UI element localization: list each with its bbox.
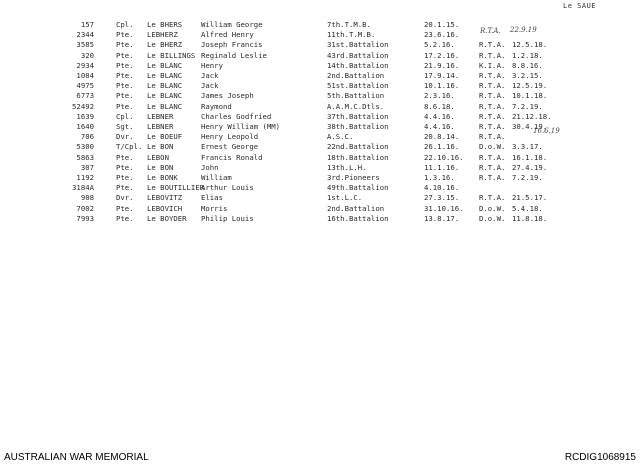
list-item [0,204,640,214]
list-item [0,142,640,152]
unit: 3rd.Pioneers [327,173,380,182]
surname: Le BON [147,162,174,172]
service-number: 2934 [76,60,94,70]
service-number: 7002 [76,203,94,213]
enlistment-date: 8.6.18. [424,101,455,111]
enlistment-date: 17.9.14. [424,71,460,80]
fate: R.T.A. [479,50,506,60]
rank: Dvr. [116,193,134,203]
rank: Pte. [116,183,134,193]
fate-date: 5.4.18. [512,203,543,213]
service-number: 52492 [72,101,94,111]
given-names: Raymond [201,101,232,111]
page-reference: Le SAUE [563,2,597,10]
rank: Cpl. [116,111,134,121]
unit: A.S.C. [327,132,354,142]
unit: 14th.Battalion [327,60,389,70]
rank: Pte. [116,173,134,182]
fate-date: 21.12.18. [512,111,552,121]
enlistment-date: 4.10.16. [424,183,460,193]
surname: LEBNER [147,122,174,131]
fate: R.T.A. [479,162,506,172]
fate-date: 7.2.19. [512,101,543,111]
surname: LEBOVITZ [147,193,183,203]
service-number: 3184A [72,183,94,193]
given-names: Morris [201,203,228,213]
unit: 31st.Battalion [327,40,389,50]
unit: 51st.Battalion [327,81,389,91]
list-item [0,122,640,132]
service-number: 1192 [76,173,94,182]
unit: 43rd.Battalion [327,50,389,60]
service-number: 4975 [76,81,94,91]
given-names: James Joseph [201,91,254,101]
enlistment-date: 5.2.16. [424,40,455,50]
rank: Pte. [116,213,134,223]
unit: 2nd.Battalion [327,203,385,213]
enlistment-date: 22.10.16. [424,152,464,162]
fate: R.T.A. [479,111,506,121]
rank: Sgt. [116,122,134,131]
given-names: Joseph Francis [201,40,263,50]
service-number: 5863 [76,152,94,162]
fate-date: 3.2.15. [512,71,543,80]
enlistment-date: 31.10.16. [424,203,464,213]
enlistment-date: 20.1.15. [424,20,460,29]
enlistment-date: 27.3.15. [424,193,460,203]
fate-date: 12.5.18. [512,40,548,50]
rank: Pte. [116,71,134,80]
surname: Le BLANC [147,60,183,70]
service-number: 706 [80,132,94,142]
given-names: Francis Ronald [201,152,263,162]
fate-date: 27.4.19. [512,162,548,172]
list-item [0,61,640,71]
surname: Le BHERZ [147,40,183,50]
list-item [0,71,640,81]
given-names: Elias [201,193,223,203]
surname: Le BONK [147,173,178,182]
surname: Le BILLINGS [147,50,196,60]
surname: LEBNER [147,111,174,121]
service-number: 157 [80,20,94,29]
enlistment-date: 1.3.16. [424,173,455,182]
given-names: Alfred Henry [201,30,254,40]
unit: 2nd.Battalion [327,71,385,80]
service-number: 5300 [76,142,94,152]
given-names: John [201,162,219,172]
service-number: 6773 [76,91,94,101]
given-names: Jack [201,81,219,91]
fate-date: 8.8.16. [512,60,543,70]
unit: 13th.L.H. [327,162,367,172]
fate-date: 10.1.18. [512,91,548,101]
fate-date: 21.5.17. [512,193,548,203]
fate-date: 30.4.19. [512,122,548,131]
enlistment-date: 2.3.16. [424,91,455,101]
fate-date: 7.2.19. [512,173,543,182]
list-item [0,81,640,91]
list-item [0,20,640,30]
service-number: 2344 [76,30,94,40]
unit: A.A.M.C.Dtls. [327,101,385,111]
enlistment-date: 11.1.16. [424,162,460,172]
rank: Pte. [116,91,134,101]
rank: Dvr. [116,132,134,142]
enlistment-date: 4.4.16. [424,122,455,131]
unit: 1st.L.C. [327,193,363,203]
unit: 38th.Battalion [327,122,389,131]
given-names: Henry [201,60,223,70]
rank: Pte. [116,60,134,70]
unit: 22nd.Battalion [327,142,389,152]
fate: R.T.A. [479,152,506,162]
fate-date: 11.8.18. [512,213,548,223]
rank: Pte. [116,40,134,50]
surname: Le BON [147,142,174,152]
fate: K.I.A. [479,60,506,70]
fate: R.T.A. [479,91,506,101]
fate: R.T.A. [479,101,506,111]
service-number: 1639 [76,111,94,121]
list-item [0,193,640,203]
list-item [0,173,640,183]
unit: 18th.Battalion [327,152,389,162]
surname: Le BOYDER [147,213,187,223]
surname: Le BLANC [147,101,183,111]
surname: Le BHERS [147,20,183,29]
enlistment-date: 26.1.16. [424,142,460,152]
enlistment-date: 23.6.16. [424,30,460,40]
given-names: Arthur Louis [201,183,254,193]
given-names: Ernest George [201,142,259,152]
surname: Le BLANC [147,81,183,91]
fate-date: 16.1.18. [512,152,548,162]
enlistment-date: 21.9.16. [424,60,460,70]
fate: R.T.A. [479,71,506,80]
enlistment-date: 4.4.16. [424,111,455,121]
fate: D.o.W. [479,142,506,152]
rank: Pte. [116,152,134,162]
given-names: Reginald Leslie [201,50,267,60]
unit: 37th.Battalion [327,111,389,121]
unit: 7th.T.M.B. [327,20,371,29]
rank: Pte. [116,203,134,213]
rank: Pte. [116,101,134,111]
service-number: 908 [80,193,94,203]
fate: R.T.A. [479,81,506,91]
list-item [0,183,640,193]
fate: R.T.A. [479,122,506,131]
fate-date: 1.2.18. [512,50,543,60]
rank: Pte. [116,50,134,60]
surname: LEBON [147,152,169,162]
service-number: 1084 [76,71,94,80]
surname: LEBOVICH [147,203,183,213]
fate: R.T.A. [479,173,506,182]
list-item [0,51,640,61]
service-number: 320 [80,50,94,60]
list-item [0,30,640,40]
fate: R.T.A. [479,132,506,142]
surname: LEBHERZ [147,30,178,40]
given-names: William [201,173,232,182]
fate: R.T.A. [479,193,506,203]
archive-name: AUSTRALIAN WAR MEMORIAL [4,452,149,463]
enlistment-date: 20.8.14. [424,132,460,142]
fate: D.o.W. [479,203,506,213]
surname: Le BOEUF [147,132,183,142]
fate: R.T.A. [479,40,506,50]
given-names: William George [201,20,263,29]
rank: Pte. [116,81,134,91]
document-id: RCDIG1068915 [564,452,636,463]
fate: D.o.W. [479,213,506,223]
enlistment-date: 13.8.17. [424,213,460,223]
fate-date: 3.3.17. [512,142,543,152]
enlistment-date: 17.2.16. [424,50,460,60]
fate-date: 12.5.19. [512,81,548,91]
handwritten-note-fate: R.T.A. [480,27,501,35]
rank: T/Cpl. [116,142,143,152]
list-item [0,153,640,163]
list-item [0,132,640,142]
enlistment-date: 10.1.16. [424,81,460,91]
list-item [0,40,640,50]
service-number: 307 [80,162,94,172]
given-names: Philip Louis [201,213,254,223]
unit: 5th.Battalion [327,91,385,101]
unit: 11th.T.M.B. [327,30,376,40]
handwritten-note-date-2: 16.6.19 [533,127,560,135]
given-names: Jack [201,71,219,80]
list-item [0,102,640,112]
footer [0,450,640,466]
list-item [0,91,640,101]
surname: Le BLANC [147,71,183,80]
list-item [0,112,640,122]
rank: Cpl. [116,20,134,29]
surname: Le BLANC [147,91,183,101]
service-number: 1640 [76,122,94,131]
rank: Pte. [116,30,134,40]
service-number: 7993 [76,213,94,223]
unit: 16th.Battalion [327,213,389,223]
handwritten-note-date: 22.9.19 [510,26,537,34]
list-item [0,163,640,173]
given-names: Henry William (MM) [201,122,281,131]
surname: Le BOUTILLIER [147,183,205,193]
given-names: Charles Godfried [201,111,272,121]
service-number: 3585 [76,40,94,50]
rank: Pte. [116,162,134,172]
given-names: Henry Leopold [201,132,259,142]
list-item [0,214,640,224]
unit: 49th.Battalion [327,183,389,193]
